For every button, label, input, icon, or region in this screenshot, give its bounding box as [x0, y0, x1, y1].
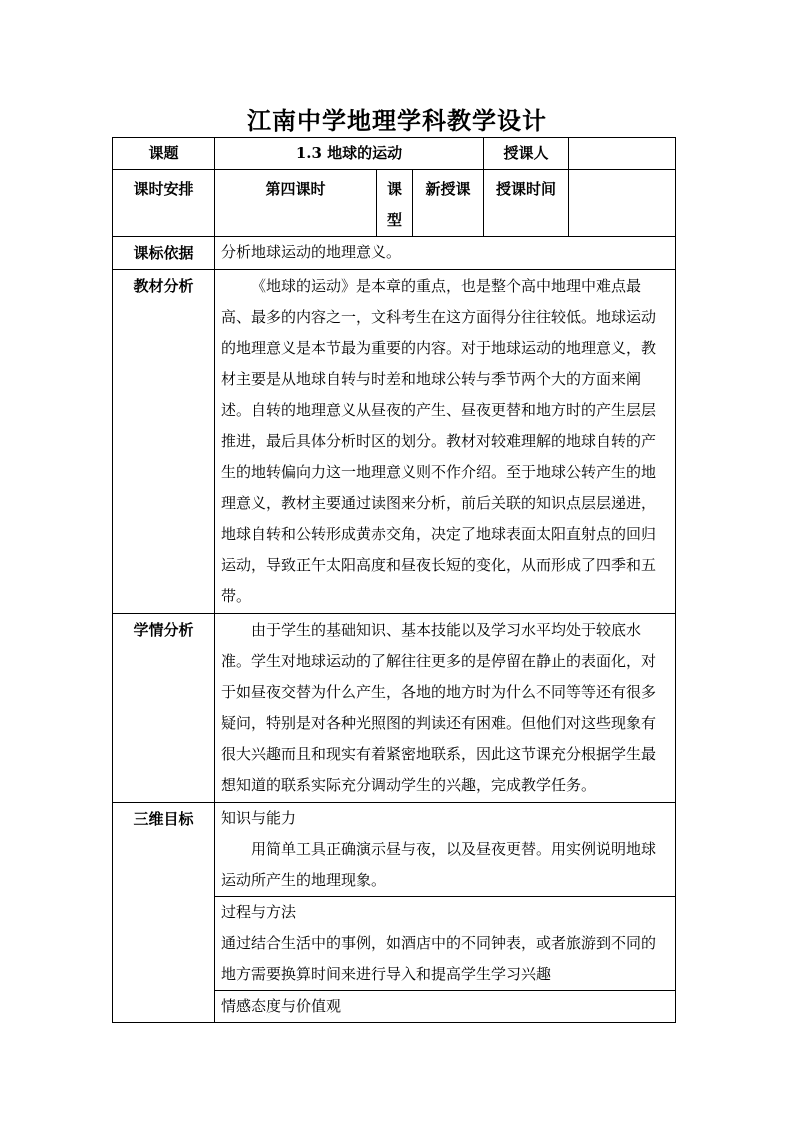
lesson-type-label	[377, 170, 413, 237]
knowledge-heading: 知识与能力	[221, 809, 297, 827]
lesson-plan-table	[112, 137, 676, 1023]
topic-row	[113, 138, 676, 170]
students-analysis-text: 由于学生的基础知识、基本技能以及学习水平均处于较底水准。学生对地球运动的了解往往更多的是停留在静止的表面化，对于如昼夜交替为什么产生，各地的地方时为什么不同等等还有很多疑问，特别是对各种光照图的判读还有困难。但他们对这些现象有很大兴趣而且和现实有着紧密地联系，因此这节课充分根据学生最想知道的联系实际充分调动学生的兴趣，完成教学任务。	[221, 621, 657, 794]
class-time-value[interactable]	[569, 170, 676, 237]
topic-label: 课题	[113, 138, 215, 170]
teacher-value[interactable]	[569, 138, 676, 170]
class-time-label: 授课时间	[484, 170, 569, 237]
goals-knowledge-row	[113, 803, 676, 897]
attitude-heading: 情感态度与价值观	[221, 997, 342, 1015]
topic-value: 1.3 地球的运动	[215, 138, 484, 170]
students-label: 学情分析	[113, 614, 215, 803]
lesson-type-label-char-1: 课	[386, 180, 402, 198]
curriculum-label: 课标依据	[113, 237, 215, 270]
teacher-label: 授课人	[484, 138, 569, 170]
lesson-type-label-char-2: 型	[386, 211, 402, 229]
curriculum-text: 分析地球运动的地理意义。	[215, 237, 676, 270]
schedule-label: 课时安排	[113, 170, 215, 237]
lesson-type-value: 新授课	[413, 170, 484, 237]
goals-label: 三维目标	[113, 803, 215, 1023]
students-row	[113, 614, 676, 803]
knowledge-text: 用简单工具正确演示昼与夜，以及昼夜更替。用实例说明地球运动所产生的地理现象。	[221, 840, 657, 889]
page-title: 江南中学地理学科教学设计	[247, 106, 547, 135]
process-text: 通过结合生活中的事例，如酒店中的不同钟表，或者旅游到不同的地方需要换算时间来进行导入和提高学生学习兴趣	[221, 934, 657, 983]
textbook-analysis-text: 《地球的运动》是本章的重点，也是整个高中地理中难点最高、最多的内容之一，文科考生在这方面得分往往较低。地球运动的地理意义是本节最为重要的内容。对于地球运动的地理意义，教材主要是从地球自转与时差和地球公转与季节两个大的方面来阐述。自转的地理意义从昼夜的产生、昼夜更替和地方时的产生层层推进，最后具体分析时区的划分。教材对较难理解的地球自转的产生的地转偏向力这一地理意义则不作介绍。至于地球公转产生的地理意义，教材主要通过读图来分析，前后关联的知识点层层递进，地球自转和公转形成黄赤交角，决定了地球表面太阳直射点的回归运动，导致正午太阳高度和昼夜长短的变化，从而形成了四季和五带。	[221, 277, 657, 605]
schedule-value: 第四课时	[215, 170, 377, 237]
textbook-row	[113, 270, 676, 614]
curriculum-row	[113, 237, 676, 270]
process-heading: 过程与方法	[221, 903, 297, 921]
textbook-label: 教材分析	[113, 270, 215, 614]
schedule-row	[113, 170, 676, 237]
